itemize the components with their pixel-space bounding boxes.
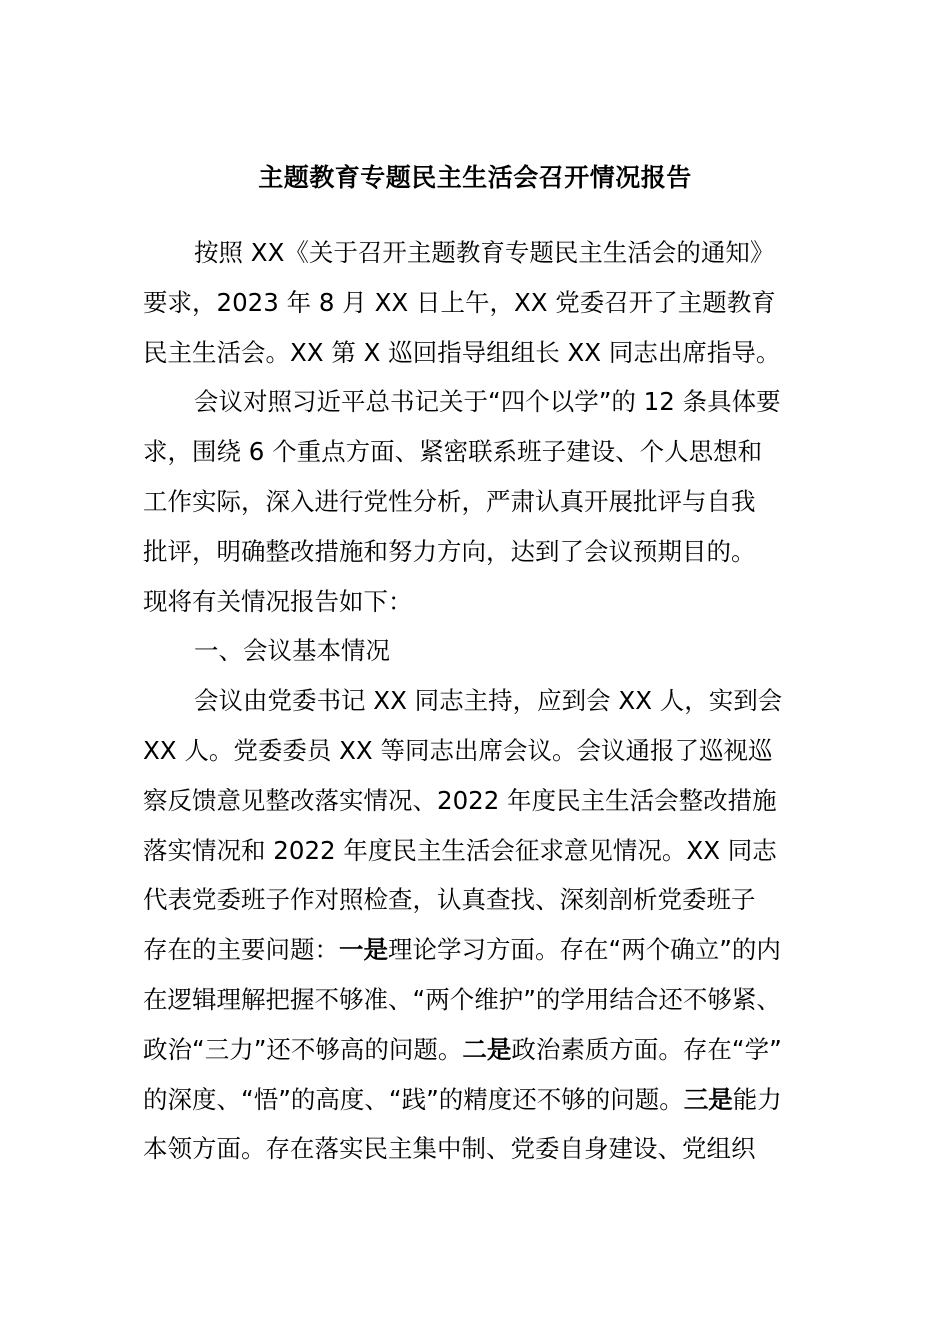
bold-text-segment: 三是 <box>683 1084 733 1114</box>
text-segment: 按照 XX《关于召开主题教育专题民主生活会的通知》 <box>194 238 775 267</box>
text-segment: 理论学习方面。存在“两个确立”的内 <box>388 935 781 965</box>
text-segment: 民主生活会。XX 第 X 巡回指导组组长 XX 同志出席指导。 <box>143 337 781 367</box>
text-segment: 政治“三力”还不够高的问题。 <box>143 1034 463 1064</box>
text-segment: XX 人。党委委员 XX 等同志出席会议。会议通报了巡视巡 <box>143 735 773 765</box>
text-segment: 要求，2023 年 8 月 XX 日上午，XX 党委召开了主题教育 <box>143 287 776 317</box>
text-line <box>143 1025 823 1075</box>
text-segment: 能力 <box>732 1084 782 1114</box>
text-line <box>143 925 823 975</box>
text-segment: 会议由党委书记 XX 同志主持，应到会 XX 人，实到会 <box>194 686 783 716</box>
text-line <box>143 1075 823 1125</box>
text-segment: 求，围绕 6 个重点方面、紧密联系班子建设、个人思想和 <box>143 437 763 467</box>
text-line <box>143 676 823 726</box>
text-segment: 本领方面。存在落实民主集中制、党委自身建设、党组织 <box>143 1134 756 1164</box>
text-segment: 的深度、“悟”的高度、“践”的精度还不够的问题。 <box>143 1084 684 1114</box>
text-line <box>143 726 823 776</box>
text-line <box>143 776 823 826</box>
text-line <box>143 477 823 527</box>
text-line <box>143 1124 823 1174</box>
text-segment: 会议对照习近平总书记关于“四个以学”的 12 条具体要 <box>194 387 781 417</box>
text-line <box>143 228 823 278</box>
text-segment: 一、会议基本情况 <box>194 636 390 666</box>
text-segment: 在逻辑理解把握不够准、“两个维护”的学用结合还不够紧、 <box>143 984 781 1014</box>
document-title: 主题教育专题民主生活会召开情况报告 <box>258 163 692 192</box>
text-line <box>143 278 823 328</box>
text-segment: 现将有关情况报告如下： <box>143 586 413 616</box>
text-line <box>143 626 823 676</box>
text-segment: 存在的主要问题： <box>143 935 339 965</box>
text-line <box>143 427 823 477</box>
bold-text-segment: 二是 <box>462 1034 512 1064</box>
document-body <box>143 228 823 1174</box>
text-segment: 政治素质方面。存在“学” <box>511 1034 782 1064</box>
text-line <box>143 826 823 876</box>
text-line <box>143 328 823 378</box>
text-segment: 工作实际，深入进行党性分析，严肃认真开展批评与自我 <box>143 486 756 516</box>
text-line <box>143 577 823 627</box>
text-segment: 代表党委班子作对照检查，认真查找、深刻剖析党委班子 <box>143 885 756 915</box>
text-line <box>143 377 823 427</box>
text-segment: 察反馈意见整改落实情况、2022 年度民主生活会整改措施 <box>143 785 777 815</box>
bold-text-segment: 一是 <box>339 935 388 965</box>
text-line <box>143 527 823 577</box>
text-segment: 落实情况和 2022 年度民主生活会征求意见情况。XX 同志 <box>143 835 777 865</box>
text-segment: 批评，明确整改措施和努力方向，达到了会议预期目的。 <box>143 536 756 566</box>
text-line <box>143 975 823 1025</box>
text-line <box>143 875 823 925</box>
